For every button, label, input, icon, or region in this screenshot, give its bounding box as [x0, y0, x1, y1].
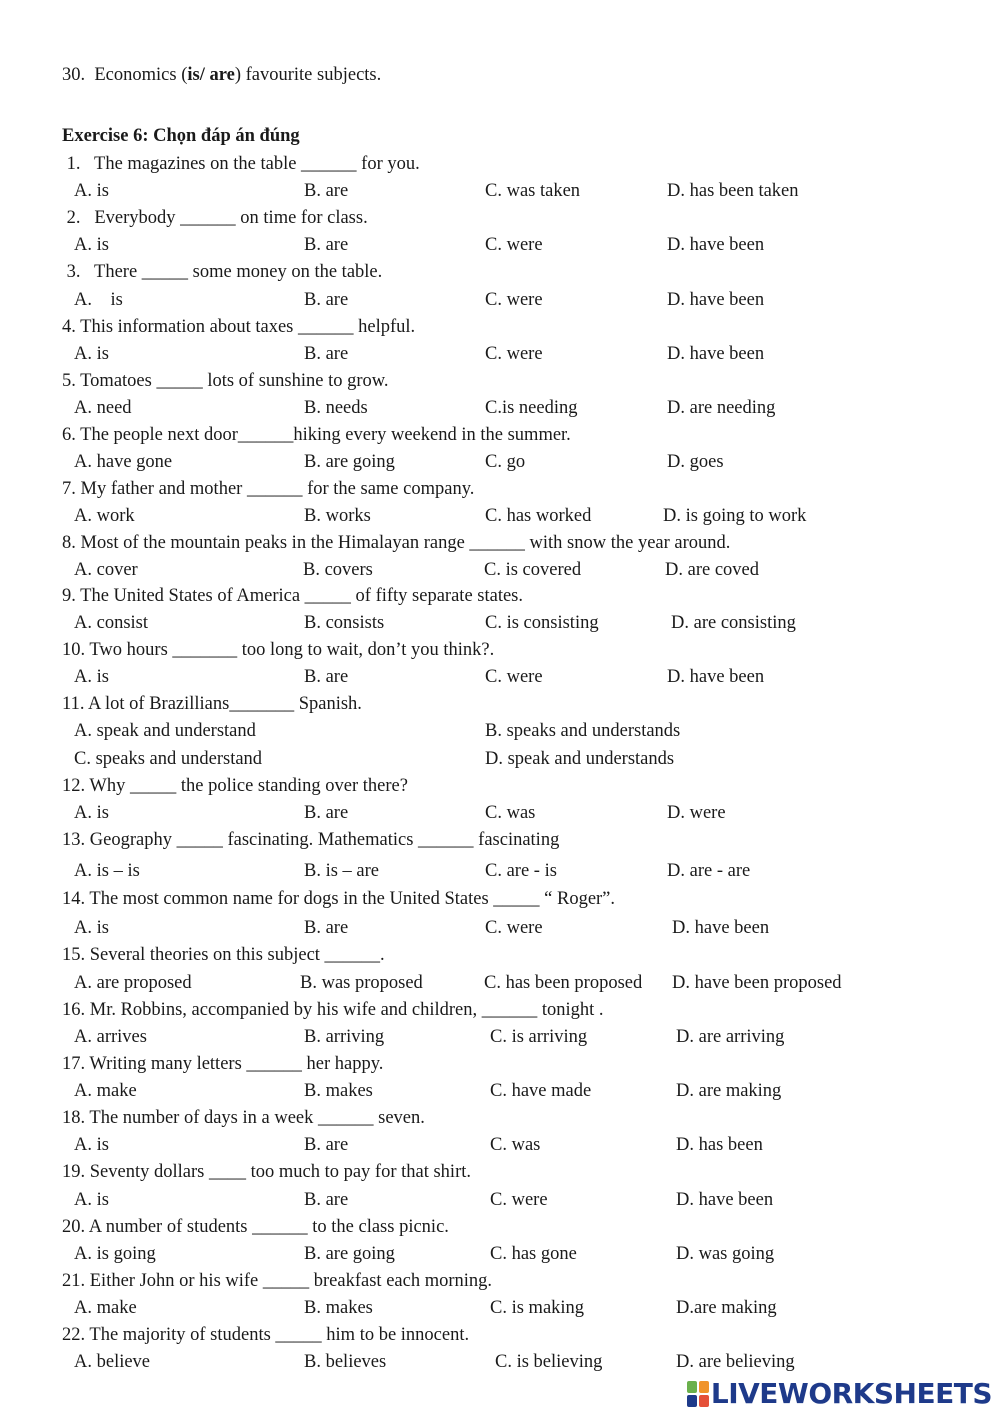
option-c[interactable]: C. go: [485, 452, 526, 472]
question-text: 16. Mr. Robbins, accompanied by his wife and children, ______ tonight .: [62, 1000, 604, 1020]
option-a[interactable]: A. is: [74, 235, 109, 255]
option-c[interactable]: C.is needing: [485, 398, 578, 418]
option-c[interactable]: C. were: [485, 918, 543, 938]
option-d[interactable]: D. has been: [676, 1135, 763, 1155]
option-d[interactable]: D. is going to work: [663, 506, 807, 526]
liveworksheets-logo: [687, 1378, 992, 1410]
option-b[interactable]: B. are: [304, 1135, 349, 1155]
option-a[interactable]: A. is: [74, 344, 109, 364]
question-text: 4. This information about taxes ______ helpful.: [62, 317, 416, 337]
option-b[interactable]: B. is – are: [304, 861, 380, 881]
option-a[interactable]: A. is: [74, 1135, 109, 1155]
option-c[interactable]: C. were: [485, 667, 543, 687]
option-c[interactable]: C. speaks and understand: [74, 749, 263, 769]
question-text: 15. Several theories on this subject ______.: [62, 945, 385, 965]
question-text: 20. A number of students ______ to the class picnic.: [62, 1217, 449, 1237]
option-c[interactable]: C. is making: [490, 1298, 585, 1318]
option-c[interactable]: C. was: [485, 803, 536, 823]
question-text: 3. There _____ some money on the table.: [62, 262, 383, 282]
question-text: 10. Two hours _______ too long to wait, don’t you think?.: [62, 640, 495, 660]
option-d[interactable]: D. are consisting: [671, 613, 796, 633]
option-c[interactable]: C. were: [485, 235, 543, 255]
option-b[interactable]: B. covers: [303, 560, 373, 580]
option-b[interactable]: B. are: [304, 1190, 349, 1210]
option-a[interactable]: A. is: [74, 1190, 109, 1210]
question-text: 18. The number of days in a week ______ seven.: [62, 1108, 425, 1128]
option-a[interactable]: A. arrives: [74, 1027, 147, 1047]
option-b[interactable]: B. was proposed: [300, 973, 423, 993]
option-b[interactable]: B. are: [304, 235, 349, 255]
watermark-text: LIVEWORKSHEETS: [710, 1377, 992, 1410]
option-d[interactable]: D. are arriving: [676, 1027, 785, 1047]
option-d[interactable]: D. speak and understands: [485, 749, 675, 769]
option-a[interactable]: A. make: [74, 1298, 137, 1318]
question-text: 13. Geography _____ fascinating. Mathematics ______ fascinating: [62, 830, 560, 850]
option-b[interactable]: B. needs: [304, 398, 368, 418]
question-text: 8. Most of the mountain peaks in the Himalayan range ______ with snow the year around.: [62, 533, 731, 553]
option-b[interactable]: B. makes: [304, 1081, 373, 1101]
option-a[interactable]: A. is: [74, 290, 123, 310]
option-b[interactable]: B. arriving: [304, 1027, 385, 1047]
option-c[interactable]: C. was taken: [485, 181, 581, 201]
option-c[interactable]: C. were: [485, 344, 543, 364]
option-b[interactable]: B. are: [304, 667, 349, 687]
option-a[interactable]: A. speak and understand: [74, 721, 256, 741]
option-c[interactable]: C. have made: [490, 1081, 592, 1101]
question-text: 6. The people next door______hiking every weekend in the summer.: [62, 425, 571, 445]
option-a[interactable]: A. work: [74, 506, 135, 526]
option-a[interactable]: A. have gone: [74, 452, 173, 472]
option-b[interactable]: B. are: [304, 290, 349, 310]
option-a[interactable]: A. is – is: [74, 861, 140, 881]
option-d[interactable]: D. have been: [667, 290, 765, 310]
option-b[interactable]: B. are: [304, 803, 349, 823]
option-b[interactable]: B. speaks and understands: [485, 721, 681, 741]
option-d[interactable]: D. are needing: [667, 398, 776, 418]
option-b[interactable]: B. works: [304, 506, 371, 526]
option-c[interactable]: C. has been proposed: [484, 973, 643, 993]
option-b[interactable]: B. are: [304, 344, 349, 364]
option-a[interactable]: A. is: [74, 803, 109, 823]
option-c[interactable]: C. is consisting: [485, 613, 599, 633]
option-d[interactable]: D. have been proposed: [672, 973, 842, 993]
option-a[interactable]: A. are proposed: [74, 973, 192, 993]
option-c[interactable]: C. are - is: [485, 861, 557, 881]
option-b[interactable]: B. are: [304, 181, 349, 201]
question-text: 1. The magazines on the table ______ for you.: [62, 154, 420, 174]
option-d[interactable]: D. was going: [676, 1244, 775, 1264]
option-d[interactable]: D. are coved: [665, 560, 759, 580]
option-d[interactable]: D. have been: [672, 918, 770, 938]
option-b[interactable]: B. believes: [304, 1352, 387, 1372]
option-b[interactable]: B. makes: [304, 1298, 373, 1318]
option-d[interactable]: D. have been: [676, 1190, 774, 1210]
option-a[interactable]: A. cover: [74, 560, 138, 580]
option-a[interactable]: A. is: [74, 181, 109, 201]
option-a[interactable]: A. make: [74, 1081, 137, 1101]
option-d[interactable]: D. are making: [676, 1081, 782, 1101]
question-text: 11. A lot of Brazillians_______ Spanish.: [62, 694, 362, 714]
option-d[interactable]: D. has been taken: [667, 181, 799, 201]
question-text: 17. Writing many letters ______ her happy.: [62, 1054, 384, 1074]
question-text: 14. The most common name for dogs in the United States _____ “ Roger”.: [62, 889, 616, 909]
option-d[interactable]: D. have been: [667, 667, 765, 687]
option-c[interactable]: C. was: [490, 1135, 541, 1155]
question-30: 30. Economics (is/ are) favourite subjects.: [62, 65, 382, 85]
exercise-title: Exercise 6: Chọn đáp án đúng: [62, 126, 300, 146]
question-text: 19. Seventy dollars ____ too much to pay for that shirt.: [62, 1162, 471, 1182]
option-b[interactable]: B. are going: [304, 452, 395, 472]
option-c[interactable]: C. has gone: [490, 1244, 577, 1264]
option-a[interactable]: A. is: [74, 667, 109, 687]
option-c[interactable]: C. is believing: [495, 1352, 603, 1372]
question-text: 22. The majority of students _____ him to be innocent.: [62, 1325, 470, 1345]
option-a[interactable]: A. consist: [74, 613, 148, 633]
option-d[interactable]: D. have been: [667, 235, 765, 255]
option-a[interactable]: A. believe: [74, 1352, 151, 1372]
option-d[interactable]: D. are believing: [676, 1352, 795, 1372]
question-text: 2. Everybody ______ on time for class.: [62, 208, 368, 228]
option-c[interactable]: C. were: [490, 1190, 548, 1210]
option-b[interactable]: B. are: [304, 918, 349, 938]
option-d[interactable]: D.are making: [676, 1298, 777, 1318]
option-b[interactable]: B. consists: [304, 613, 385, 633]
option-a[interactable]: A. is: [74, 918, 109, 938]
option-d[interactable]: D. are - are: [667, 861, 751, 881]
option-c[interactable]: C. has worked: [485, 506, 592, 526]
option-d[interactable]: D. were: [667, 803, 726, 823]
question-text: 12. Why _____ the police standing over there?: [62, 776, 408, 796]
option-c[interactable]: C. is arriving: [490, 1027, 588, 1047]
option-c[interactable]: C. is covered: [484, 560, 582, 580]
option-b[interactable]: B. are going: [304, 1244, 395, 1264]
option-a[interactable]: A. is going: [74, 1244, 156, 1264]
option-c[interactable]: C. were: [485, 290, 543, 310]
question-text: 21. Either John or his wife _____ breakfast each morning.: [62, 1271, 493, 1291]
question-text: 5. Tomatoes _____ lots of sunshine to grow.: [62, 371, 389, 391]
question-text: 9. The United States of America _____ of fifty separate states.: [62, 586, 524, 606]
option-a[interactable]: A. need: [74, 398, 132, 418]
question-text: 7. My father and mother ______ for the same company.: [62, 479, 475, 499]
option-d[interactable]: D. goes: [667, 452, 724, 472]
liveworksheets-logo-icon: [687, 1381, 709, 1407]
option-d[interactable]: D. have been: [667, 344, 765, 364]
